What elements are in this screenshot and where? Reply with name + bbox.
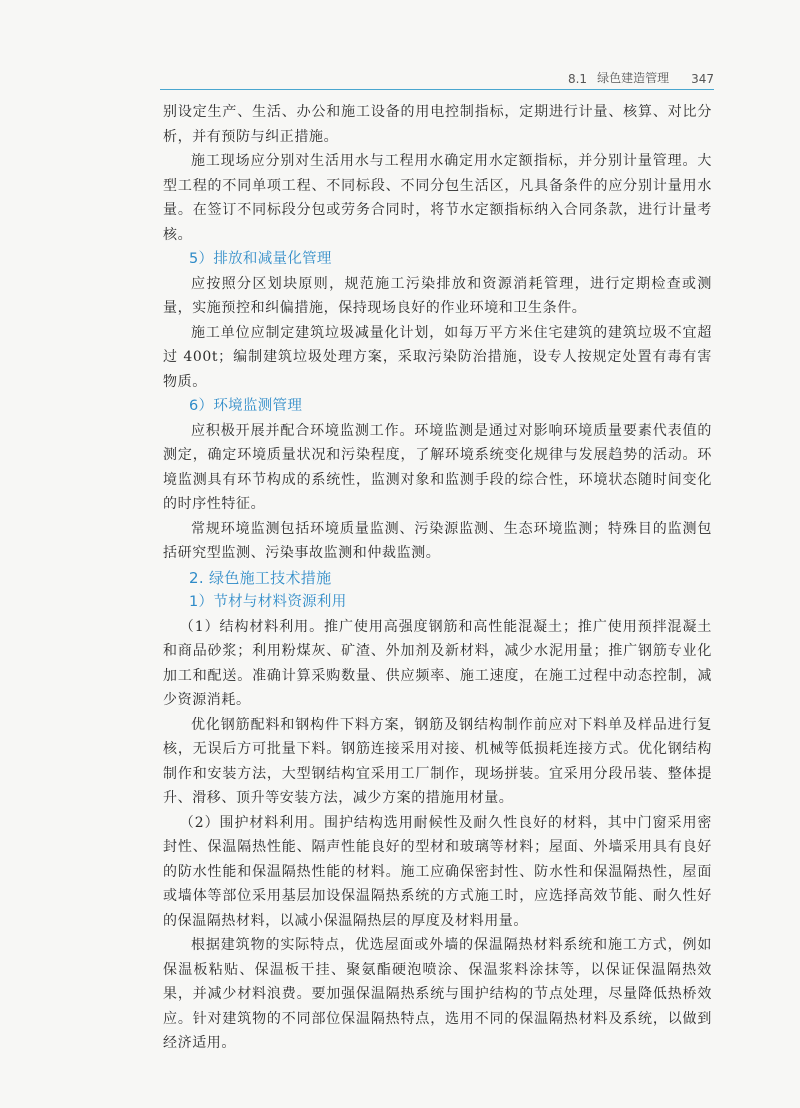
chapter-title: 绿色建造管理 (597, 71, 670, 85)
paragraph-steel-optimization: 优化钢筋配料和钢构件下料方案，钢筋及钢结构制作前应对下料单及样品进行复核，无误后方可批量下料。钢筋连接采用对接、机械等低损耗连接方式。优化钢结构制作和安装方法，大型钢结构宜采用工厂制作，现场拼装。宜采用分段吊装、整体提升、滑移、顶升等安装方法，减少方案的措施用材量。 (163, 716, 712, 806)
paragraph-monitoring-types: 常规环境监测包括环境质量监测、污染源监测、生态环境监测；特殊目的监测包括研究型监测、污染事故监测和仲裁监测。 (163, 520, 712, 561)
heading-green-construction-measures: 2. 绿色施工技术措施 (189, 568, 332, 587)
paragraph-insulation-systems: 根据建筑物的实际特点，优选屋面或外墙的保温隔热材料系统和施工方式，例如保温板粘贴、保温板干挂、聚氨酯硬泡喷涂、保温浆料涂抹等，以保证保温隔热效果，并减少材料浪费。要加强保温隔热系统与围护结构的节点处理，尽量降低热桥效应。针对建筑物的不同部位保温隔热特点，选用不同的保温隔热材料及系统，以做到经济适用。 (163, 937, 712, 1051)
page-number: 347 (691, 72, 714, 86)
section-number: 8.1 (567, 72, 588, 86)
header-rule (160, 89, 714, 90)
paragraph-continued: 别设定生产、生活、办公和施工设备的用电控制指标，定期进行计量、核算、对比分析，并有预防与纠正措施。 (163, 104, 712, 145)
paragraph-waste-reduction: 施工单位应制定建筑垃圾减量化计划，如每万平方米住宅建筑的建筑垃圾不宜超过 400t；编制建筑垃圾处理方案，采取污染防治措施，设专人按规定处置有毒有害物质。 (163, 324, 712, 390)
paragraph-envelope-materials: （2）围护材料利用。围护结构选用耐候性及耐久性良好的材料，其中门窗采用密封性、保温隔热性能、隔声性能良好的型材和玻璃等材料；屋面、外墙采用具有良好的防水性能和保温隔热性能的材料。施工应确保密封性、防水性和保温隔热性，屋面或墙体等部位采用基层加设保温隔热系统的方式施工时，应选择高效节能、耐久性好的保温隔热材料，以减小保温隔热层的厚度及材料用量。 (163, 814, 712, 929)
paragraph-emission-rules: 应按照分区划块原则，规范施工污染排放和资源消耗管理，进行定期检查或测量，实施预控和纠偏措施，保持现场良好的作业环境和卫生条件。 (163, 275, 712, 316)
paragraph-monitoring-definition: 应积极开展并配合环境监测工作。环境监测是通过对影响环境质量要素代表值的测定，确定环境质量状况和污染程度，了解环境系统变化规律与发展趋势的活动。环境监测具有环节构成的系统性，监测对象和监测手段的综合性，环境状态随时间变化的时序性特征。 (163, 422, 712, 512)
heading-material-saving: 1）节材与材料资源利用 (189, 594, 347, 610)
heading-emission-management: 5）排放和减量化管理 (189, 251, 332, 267)
paragraph-water-metering: 施工现场应分别对生活用水与工程用水确定用水定额指标，并分别计量管理。大型工程的不同单项工程、不同标段、不同分包生活区，凡具备条件的应分别计量用水量。在签订不同标段分包或劳务合同时，将节水定额指标纳入合同条款，进行计量考核。 (163, 153, 712, 243)
running-header (160, 66, 714, 86)
heading-environment-monitoring: 6）环境监测管理 (189, 398, 303, 414)
page-body (163, 100, 712, 1056)
paragraph-structural-materials: （1）结构材料利用。推广使用高强度钢筋和高性能混凝土；推广使用预拌混凝土和商品砂浆；利用粉煤灰、矿渣、外加剂及新材料，减少水泥用量；推广钢筋专业化加工和配送。准确计算采购数量、供应频率、施工速度，在施工过程中动态控制，减少资源消耗。 (163, 618, 712, 708)
